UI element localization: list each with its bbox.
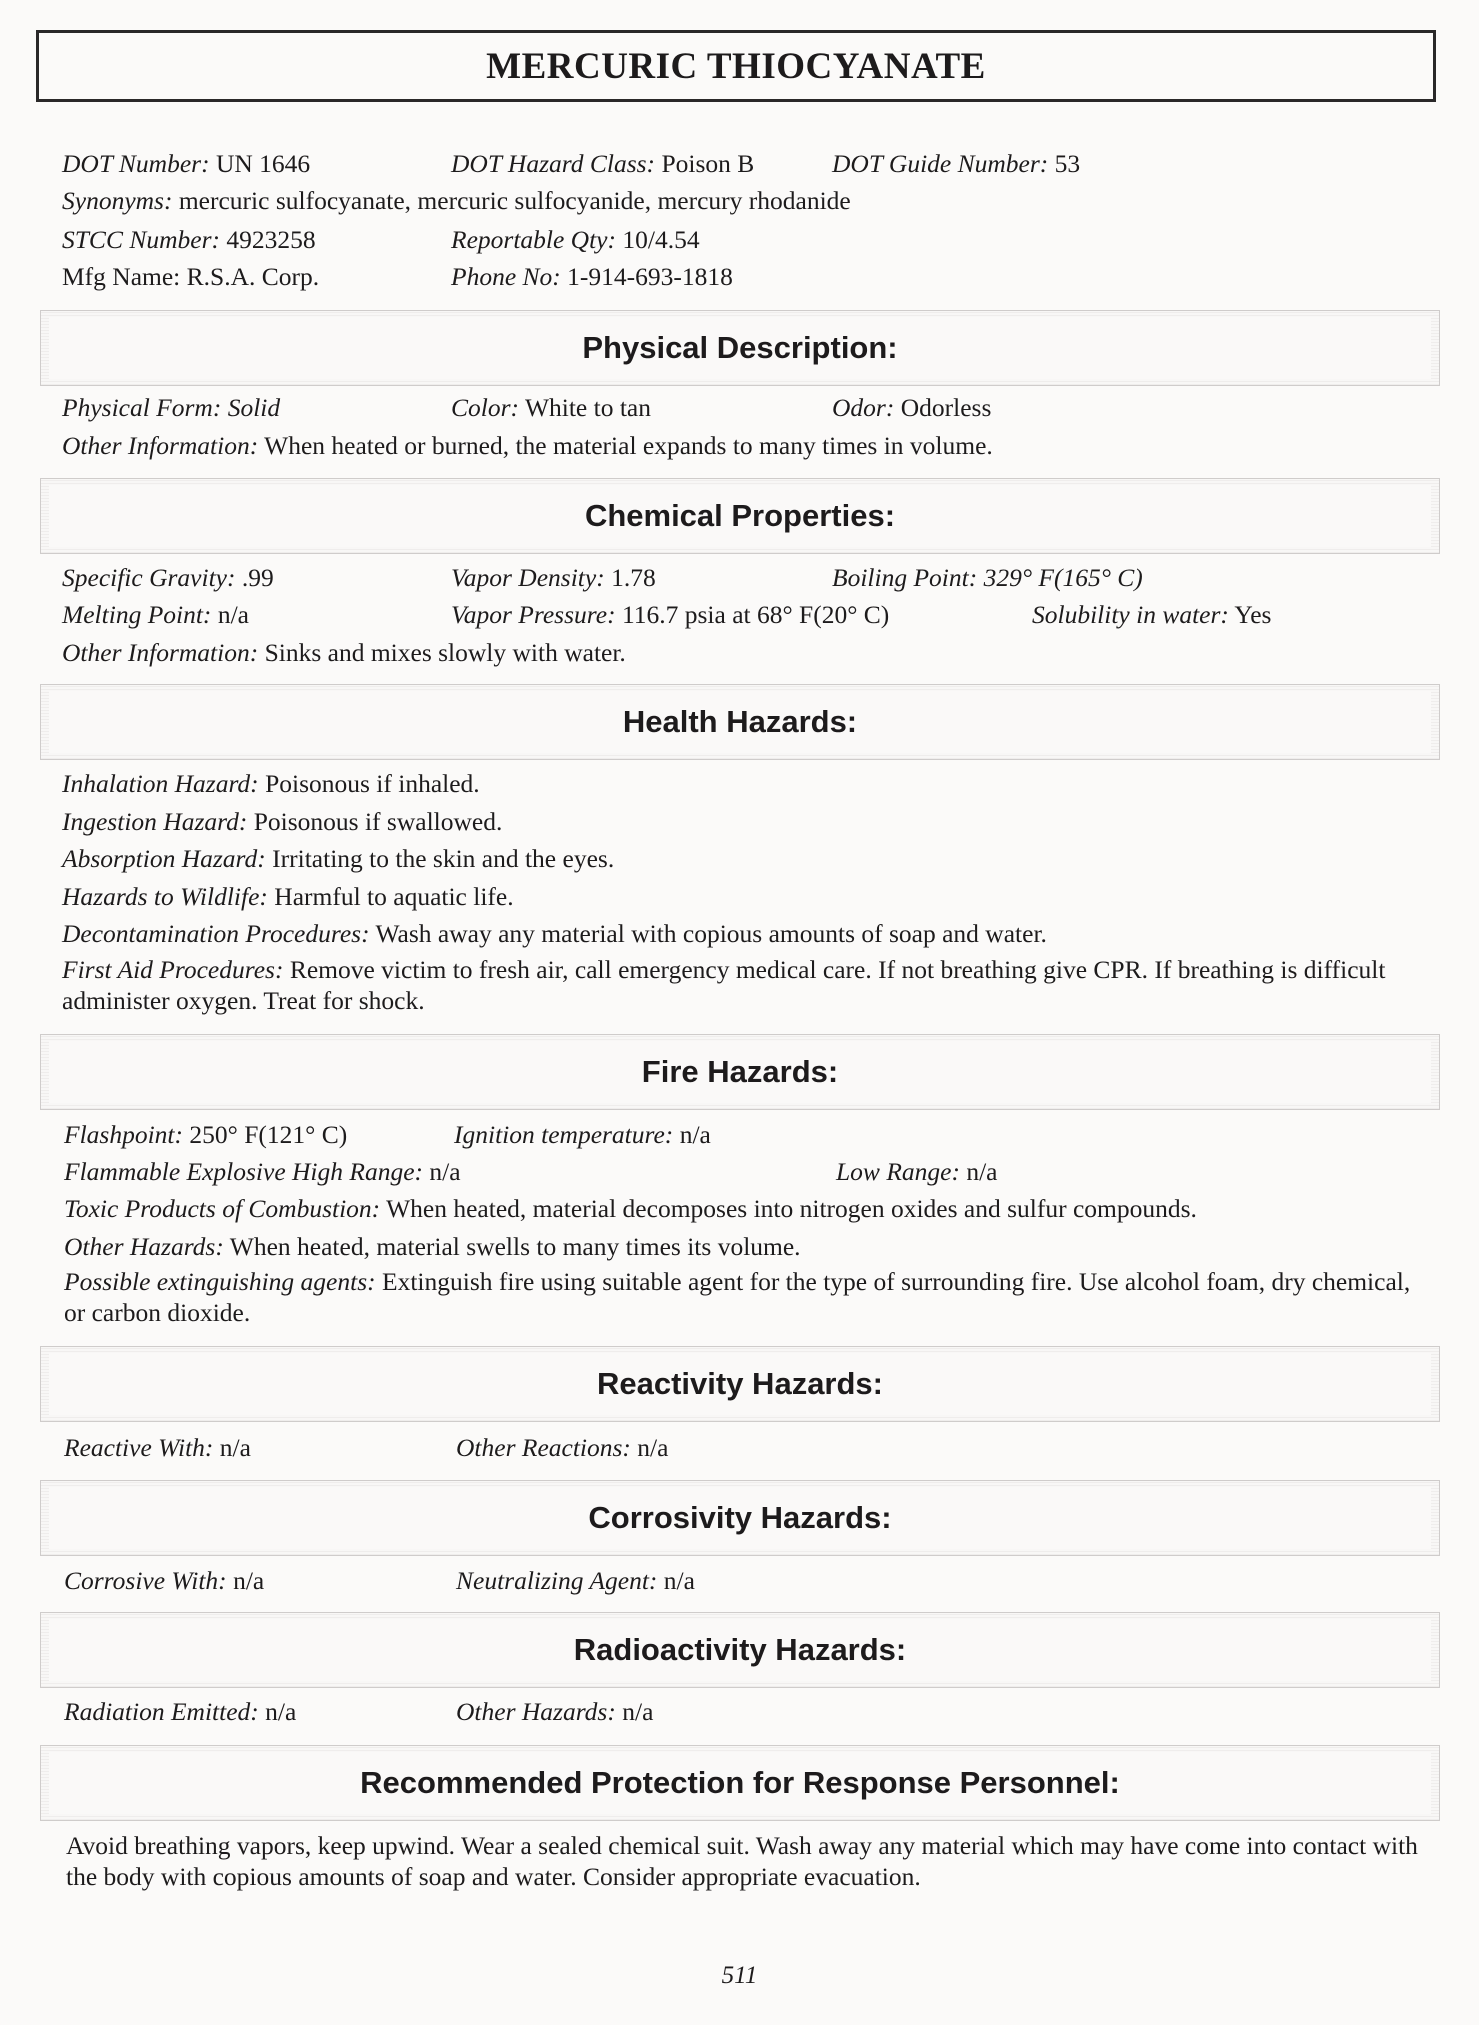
physical-row-1 bbox=[0, 390, 1479, 426]
specific-gravity: Specific Gravity: .99 bbox=[62, 563, 274, 592]
absorption-hazard: Absorption Hazard: Irritating to the skin and the eyes. bbox=[62, 844, 615, 873]
melting-point: Melting Point: n/a bbox=[62, 600, 249, 629]
fire-other-hazards: Other Hazards: When heated, material swells to many times its volume. bbox=[64, 1232, 801, 1261]
chemical-row-2 bbox=[0, 597, 1479, 633]
inhalation-hazard: Inhalation Hazard: Poisonous if inhaled. bbox=[62, 769, 480, 798]
radioactivity-other-hazards: Other Hazards: n/a bbox=[456, 1697, 654, 1726]
phone-no: Phone No: 1-914-693-1818 bbox=[451, 262, 733, 291]
reactivity-hazards-band bbox=[40, 1346, 1440, 1422]
physical-description-band bbox=[40, 310, 1440, 386]
vapor-pressure: Vapor Pressure: 116.7 psia at 68° F(20° C) bbox=[451, 600, 890, 629]
page-number: 511 bbox=[721, 1962, 758, 1989]
toxic-products-of-combustion: Toxic Products of Combustion: When heated, material decomposes into nitrogen oxides and sulfur compounds. bbox=[64, 1194, 1197, 1223]
color: Color: White to tan bbox=[451, 393, 651, 422]
ingestion-hazard: Ingestion Hazard: Poisonous if swallowed. bbox=[62, 807, 503, 836]
radioactivity-hazards-band bbox=[40, 1612, 1440, 1688]
chemical-properties-band bbox=[40, 478, 1440, 554]
hazards-to-wildlife: Hazards to Wildlife: Harmful to aquatic life. bbox=[62, 882, 514, 911]
section-heading: Reactivity Hazards: bbox=[596, 1366, 883, 1401]
radiation-emitted: Radiation Emitted: n/a bbox=[64, 1697, 297, 1726]
dot-guide-number: DOT Guide Number: 53 bbox=[832, 149, 1081, 178]
page-title: MERCURIC THIOCYANATE bbox=[486, 45, 986, 87]
first-aid-procedures: First Aid Procedures: Remove victim to fresh air, call emergency medical care. If not breathing give CPR. If breathing is difficult administer oxygen. Treat for shock. bbox=[62, 955, 1386, 1015]
other-reactions: Other Reactions: n/a bbox=[456, 1433, 669, 1462]
section-heading: Health Hazards: bbox=[622, 704, 858, 739]
reportable-qty: Reportable Qty: 10/4.54 bbox=[451, 225, 700, 254]
header-row-3 bbox=[0, 222, 1479, 258]
dot-hazard-class: DOT Hazard Class: Poison B bbox=[451, 149, 755, 178]
synonyms: Synonyms: mercuric sulfocyanate, mercuric sulfocyanide, mercury rhodanide bbox=[62, 186, 851, 215]
decontamination-procedures: Decontamination Procedures: Wash away any material with copious amounts of soap and water. bbox=[62, 919, 1047, 948]
dot-number: DOT Number: UN 1646 bbox=[62, 149, 311, 178]
corrosive-with: Corrosive With: n/a bbox=[64, 1566, 265, 1595]
fire-hazards-band bbox=[40, 1034, 1440, 1110]
odor: Odor: Odorless bbox=[832, 393, 992, 422]
section-heading: Radioactivity Hazards: bbox=[573, 1632, 907, 1667]
physical-row-2 bbox=[0, 428, 1479, 464]
fire-row-2 bbox=[0, 1154, 1479, 1190]
corrosivity-row bbox=[0, 1563, 1479, 1599]
vapor-density: Vapor Density: 1.78 bbox=[451, 563, 656, 592]
ignition-temperature: Ignition temperature: n/a bbox=[454, 1120, 711, 1149]
section-heading: Chemical Properties: bbox=[584, 498, 896, 533]
section-heading: Corrosivity Hazards: bbox=[588, 1500, 892, 1535]
fire-row-1 bbox=[0, 1117, 1479, 1153]
corrosivity-hazards-band bbox=[40, 1480, 1440, 1556]
chemical-row-1 bbox=[0, 560, 1479, 596]
radioactivity-row bbox=[0, 1694, 1479, 1730]
header-row-1 bbox=[0, 146, 1479, 182]
possible-extinguishing-agents: Possible extinguishing agents: Extinguish fire using suitable agent for the type of surrounding fire. Use alcohol foam, dry chemical, or carbon dioxide. bbox=[64, 1267, 1411, 1327]
header-row-2 bbox=[0, 183, 1479, 219]
chemical-other-info: Other Information: Sinks and mixes slowly with water. bbox=[62, 638, 626, 667]
reactivity-row bbox=[0, 1430, 1479, 1466]
section-heading: Fire Hazards: bbox=[641, 1054, 839, 1089]
flammable-high-range: Flammable Explosive High Range: n/a bbox=[64, 1157, 461, 1186]
title-box bbox=[36, 30, 1436, 102]
stcc-number: STCC Number: 4923258 bbox=[62, 225, 316, 254]
physical-other-info: Other Information: When heated or burned, the material expands to many times in volume. bbox=[62, 431, 993, 460]
section-heading: Recommended Protection for Response Personnel: bbox=[360, 1765, 1120, 1800]
header-row-4 bbox=[0, 259, 1479, 295]
flashpoint: Flashpoint: 250° F(121° C) bbox=[64, 1120, 348, 1149]
solubility-in-water: Solubility in water: Yes bbox=[1032, 600, 1272, 629]
reactive-with: Reactive With: n/a bbox=[64, 1433, 251, 1462]
health-hazards-band bbox=[40, 684, 1440, 760]
chemical-row-3 bbox=[0, 635, 1479, 671]
section-heading: Physical Description: bbox=[582, 330, 898, 365]
protection-text: Avoid breathing vapors, keep upwind. Wear a sealed chemical suit. Wash away any material which may have come into contact with the body with copious amounts of soap and water. Consider appropriate evacuation. bbox=[66, 1831, 1418, 1891]
mfg-name: Mfg Name: R.S.A. Corp. bbox=[62, 262, 320, 291]
neutralizing-agent: Neutralizing Agent: n/a bbox=[456, 1566, 695, 1595]
protection-band bbox=[40, 1745, 1440, 1821]
boiling-point: Boiling Point: 329° F(165° C) bbox=[832, 563, 1143, 592]
physical-form: Physical Form: Solid bbox=[62, 393, 281, 422]
low-range: Low Range: n/a bbox=[836, 1157, 998, 1186]
